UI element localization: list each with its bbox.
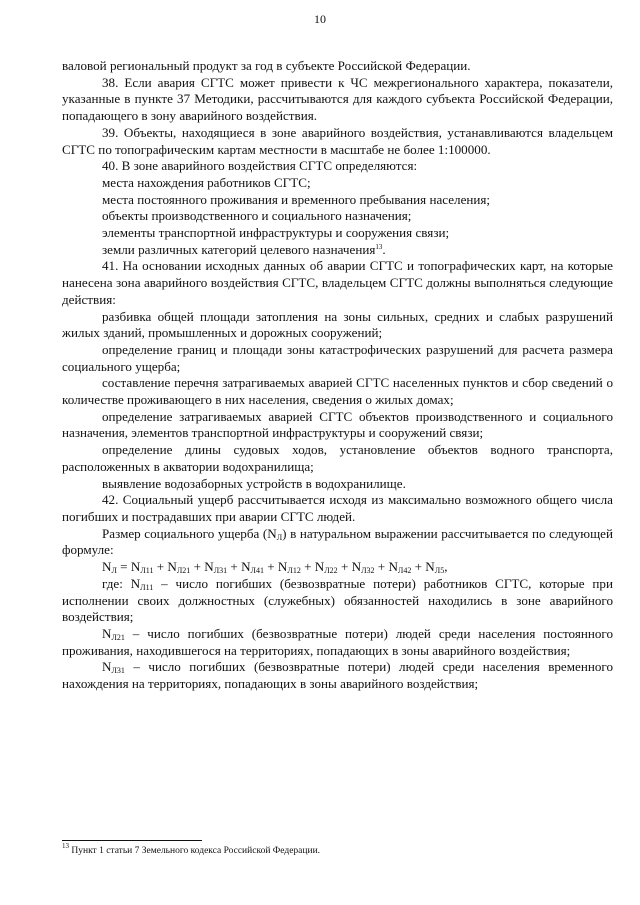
list-item: выявление водозаборных устройств в водохранилище. [102, 475, 406, 491]
paragraph-social-damage: Размер социального ущерба $(N_Л)$ в натуральном выражении рассчитывается по следующей формуле: [62, 525, 613, 558]
definition-nl21: $N_{Л21}$ – число погибших (безвозвратные потери) людей среди населения постоянного проживания, находившегося на территориях, попадающих в зоны аварийного воздействия; [62, 625, 613, 658]
footnote-number: 13 [62, 842, 69, 850]
list-item: места нахождения работников СГТС; [102, 174, 311, 190]
document-body [62, 58, 613, 693]
definition-nl11: где: $N_{Л11}$ – число погибших (безвозвратные потери) работников СГТС, которые при исполнении своих должностных (служебных) обязанностей находились в зоне аварийного воздействия; [62, 575, 613, 625]
list-item-text: земли различных категорий целевого назначения [102, 241, 376, 257]
definition-nl31: $N_{Л31}$ – число погибших (безвозвратные потери) людей среди населения временного нахождения на территориях, попадающих в зоны аварийного воздействия; [62, 659, 613, 692]
footnote-text: Пункт 1 статьи 7 Земельного кодекса Российской Федерации. [69, 846, 321, 856]
paragraph-41: 41. На основании исходных данных об аварии СГТС и топографических карт, на которые нанесена зона аварийного воздействия СГТС, владельцем СГТС должны выполняться следующие действия: [62, 258, 613, 307]
subscript: Л [276, 532, 283, 542]
formula: $N_Л = N_{Л11} + N_{Л21} + N_{Л31} + N_{Л41} + N_{Л12} + N_{Л22} + N_{Л32} + N_{Л42} + N_{Л5}$, [102, 559, 448, 576]
list-item: места постоянного проживания и временного пребывания населения; [102, 191, 491, 207]
paragraph-39: 39. Объекты, находящиеся в зоне аварийного воздействия, устанавливаются владельцем СГТС по топографическим картам местности в масштабе не более 1:100000. [62, 124, 613, 157]
list-item: земли различных категорий целевого назначения$^{13}$. [102, 241, 386, 257]
footnote-divider [62, 840, 202, 841]
list-item: разбивка общей площади затопления на зоны сильных, средних и слабых разрушений жилых зданий, промышленных и дорожных сооружений; [62, 308, 613, 341]
list-item: объекты производственного и социального назначения; [102, 208, 412, 224]
footnote [62, 842, 613, 857]
list-item: элементы транспортной инфраструктуры и сооружения связи; [102, 225, 450, 241]
paragraph-38: 38. Если авария СГТС может привести к ЧС межрегионального характера, показатели, указанные в пункте 37 Методики, рассчитываются для каждого субъекта Российской Федерации, попадающего в зону аварийного воздействия. [62, 74, 613, 124]
paragraph-40: 40. В зоне аварийного воздействия СГТС определяются: [102, 158, 418, 174]
list-item: определение длины судовых ходов, установление объектов водного транспорта, расположенных в акватории водохранилища; [62, 442, 613, 474]
list-item: составление перечня затрагиваемых аварией СГТС населенных пунктов и сбор сведений о количестве проживающего в них населения, сведения о жилых домах; [62, 375, 613, 408]
paragraph-42: 42. Социальный ущерб рассчитывается исходя из максимально возможного общего числа погибших и пострадавших при аварии СГТС людей. [62, 492, 613, 524]
list-item: определение границ и площади зоны катастрофических разрушений для расчета размера социального ущерба; [62, 341, 613, 374]
list-item: определение затрагиваемых аварией СГТС объектов производственного и социального назначения, элементов транспортной инфраструктуры и сооружений связи; [62, 408, 613, 441]
paragraph-continued: валовой региональный продукт за год в субъекте Российской Федерации. [62, 58, 471, 73]
footnote-reference: 13 [375, 242, 383, 251]
page-number: 10 [314, 12, 326, 26]
